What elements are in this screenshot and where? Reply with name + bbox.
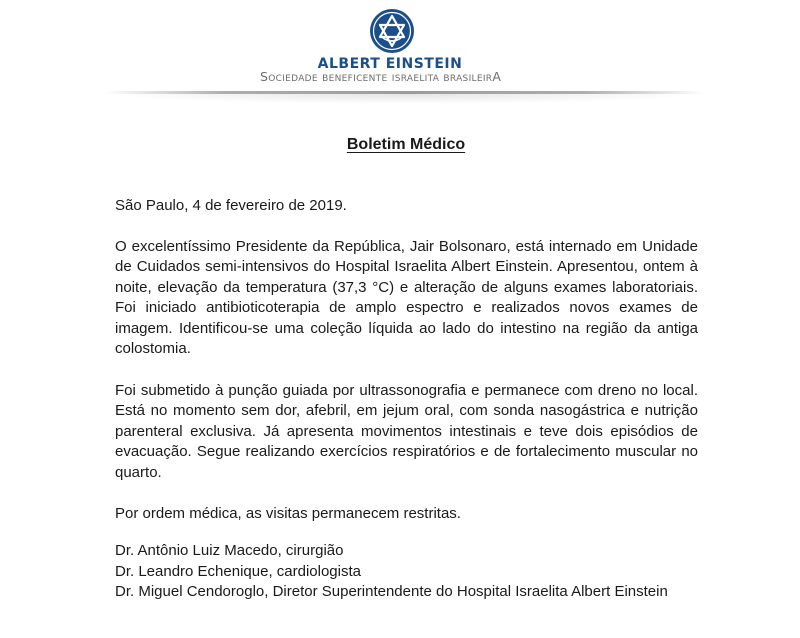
signature-block xyxy=(115,541,755,603)
body-paragraph: Por ordem médica, as visitas permanecem restritas. xyxy=(115,505,461,522)
body-paragraph: O excelentíssimo Presidente da República, Jair Bolsonaro, está internado em Unidade de Cuidados semi-intensivos do Hospital Israelita Albert Einstein. Apresentou, ontem à noite, elevação da temperatura (37,3 °C) e alteração de alguns exames laboratoriais. Foi iniciado antibioticoterapia de amplo espectro e realizados novos exames de imagem. Identificou-se uma coleção líquida ao lado do intestino na região da antiga colostomia. xyxy=(115,237,698,357)
org-name: ALBERT EINSTEIN xyxy=(317,56,463,72)
date-line: São Paulo, 4 de fevereiro de 2019. xyxy=(115,197,347,214)
letterhead xyxy=(0,0,800,100)
org-subtitle: Sociedade beneficente israelita brasileirA xyxy=(260,69,502,84)
document-body xyxy=(115,196,698,525)
signature-line: Dr. Miguel Cendoroglo, Diretor Superintendente do Hospital Israelita Albert Einstein xyxy=(115,583,668,600)
header-divider-shadow xyxy=(105,94,705,104)
star-of-david-logo-icon xyxy=(369,8,415,54)
document-title: Boletim Médico xyxy=(346,136,466,153)
signature-line: Dr. Antônio Luiz Macedo, cirurgião xyxy=(115,542,344,559)
body-paragraph: Foi submetido à punção guiada por ultrassonografia e permanece com dreno no local. Está no momento sem dor, afebril, em jejum oral, com sonda nasogástrica e nutrição parenteral exclusiva. Já apresenta movimentos intestinais e teve dois episódios de evacuação. Segue realizando exercícios respiratórios e de fortalecimento muscular no quarto. xyxy=(115,381,698,481)
signature-line: Dr. Leandro Echenique, cardiologista xyxy=(115,562,361,580)
